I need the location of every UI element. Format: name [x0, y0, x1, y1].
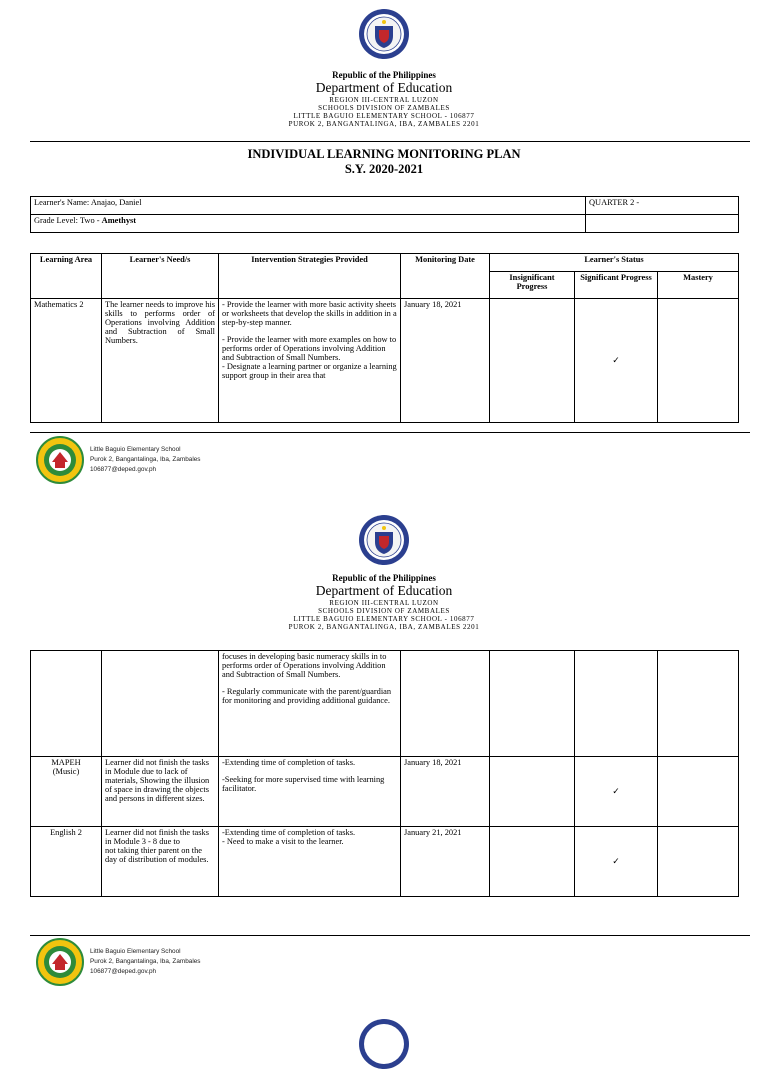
strategy-item: - Provide the learner with more basic activity sheets or worksheets that develop the skills in addition in a step-by-step manner.: [222, 300, 397, 327]
page-1: [0, 0, 768, 500]
page-2: [0, 500, 768, 1024]
school-logo-icon: [36, 436, 84, 484]
strategy-item: -Extending time of completion of tasks.: [222, 758, 356, 767]
school-logo-icon: [36, 938, 84, 986]
learner-need-cont: not taking thier parent on the day of distribution of modules.: [105, 846, 209, 864]
col-monitoring-date: Monitoring Date: [401, 254, 490, 299]
footer-address: Purok 2, Bangantalinga, Iba, Zambales: [90, 456, 201, 463]
learner-need: Learner did not finish the tasks in Module due to lack of materials, Showing the illusion of space in drawing the objects and persons in different sizes.: [102, 757, 219, 827]
school-line: LITTLE BAGUIO ELEMENTARY SCHOOL - 106877: [293, 615, 475, 623]
footer-divider: [30, 432, 750, 433]
strategy-item: -Extending time of completion of tasks.: [222, 828, 356, 837]
strategy-item: - Designate a learning partner or organize a learning support group in their area that: [222, 362, 397, 380]
document-title: INDIVIDUAL LEARNING MONITORING PLAN: [247, 147, 521, 161]
department-name: Department of Education: [315, 80, 453, 95]
col-learning-area: Learning Area: [31, 254, 102, 299]
check-mark-icon: ✓: [575, 757, 658, 827]
learner-name: Anajao, Daniel: [90, 198, 142, 207]
col-significant-progress: Significant Progress: [575, 272, 658, 299]
address-line: PUROK 2, BANGANTALINGA, IBA, ZAMBALES 2201: [288, 120, 480, 128]
col-insignificant-progress: Insignificant Progress: [490, 272, 575, 299]
school-year: S.Y. 2020-2021: [344, 162, 424, 176]
footer-email: 106877@deped.gov.ph: [90, 466, 157, 473]
quarter-label: QUARTER 2 -: [586, 197, 739, 215]
footer-divider: [30, 935, 750, 936]
strategy-item: - Regularly communicate with the parent/guardian for monitoring and providing additional guidance.: [222, 687, 392, 705]
grade-level: Two -: [79, 216, 100, 225]
learner-need: The learner needs to improve his skills to performs order of Operations involving Addition and Subtraction of Small Numbers.: [102, 299, 219, 423]
check-mark-icon: ✓: [575, 299, 658, 423]
monitoring-date: January 18, 2021: [401, 757, 490, 827]
school-line: LITTLE BAGUIO ELEMENTARY SCHOOL - 106877: [293, 112, 475, 120]
division-line: SCHOOLS DIVISION OF ZAMBALES: [318, 104, 450, 112]
republic-line: Republic of the Philippines: [332, 573, 436, 583]
monitoring-date: January 21, 2021: [401, 827, 490, 897]
learner-need: Learner did not finish the tasks in Module 3 - 8 due to: [105, 828, 209, 846]
deped-seal-icon: [358, 1018, 410, 1070]
learner-info-table: [30, 196, 739, 233]
republic-line: Republic of the Philippines: [332, 70, 436, 80]
monitoring-table-page-2: [30, 650, 739, 897]
division-line: SCHOOLS DIVISION OF ZAMBALES: [318, 607, 450, 615]
monitoring-table-page-1: [30, 253, 739, 423]
table-row: [31, 651, 739, 757]
footer-address: Purok 2, Bangantalinga, Iba, Zambales: [90, 958, 201, 965]
footer-email: 106877@deped.gov.ph: [90, 968, 157, 975]
department-name: Department of Education: [315, 583, 453, 598]
col-intervention-strategies: Intervention Strategies Provided: [219, 254, 401, 299]
col-learners-needs: Learner's Need/s: [102, 254, 219, 299]
region-line: REGION III-CENTRAL LUZON: [329, 599, 439, 607]
header-divider: [30, 141, 750, 142]
footer-school: Little Baguio Elementary School: [90, 948, 181, 955]
footer-school: Little Baguio Elementary School: [90, 446, 181, 453]
check-mark-icon: ✓: [575, 827, 658, 897]
learning-area: English 2: [31, 827, 102, 897]
region-line: REGION III-CENTRAL LUZON: [329, 96, 439, 104]
strategy-item: - Provide the learner with more examples on how to performs order of Operations involving Addition and Subtraction of Small Numbers.: [222, 335, 397, 362]
section-name: Amethyst: [101, 216, 137, 225]
table-row: [31, 757, 739, 827]
strategy-item: focuses in developing basic numeracy skills in to performs order of Operations involving Addition and Subtraction of Small Numbers.: [222, 652, 387, 679]
col-mastery: Mastery: [658, 272, 739, 299]
col-learners-status: Learner's Status: [490, 254, 739, 272]
table-row: [31, 299, 739, 423]
learning-area-sub: (Music): [52, 767, 80, 776]
learning-area: MAPEH: [51, 758, 81, 767]
strategy-item: -Seeking for more supervised time with learning facilitator.: [222, 775, 385, 793]
table-row: [31, 827, 739, 897]
address-line: PUROK 2, BANGANTALINGA, IBA, ZAMBALES 2201: [288, 623, 480, 631]
deped-seal-icon: [358, 514, 410, 566]
learning-area: Mathematics 2: [31, 299, 102, 423]
strategy-item: - Need to make a visit to the learner.: [222, 837, 344, 846]
monitoring-date: January 18, 2021: [401, 299, 490, 423]
deped-seal-icon: [358, 8, 410, 60]
grade-level-label: Grade Level:: [34, 216, 78, 225]
learner-name-label: Learner's Name:: [34, 198, 90, 207]
